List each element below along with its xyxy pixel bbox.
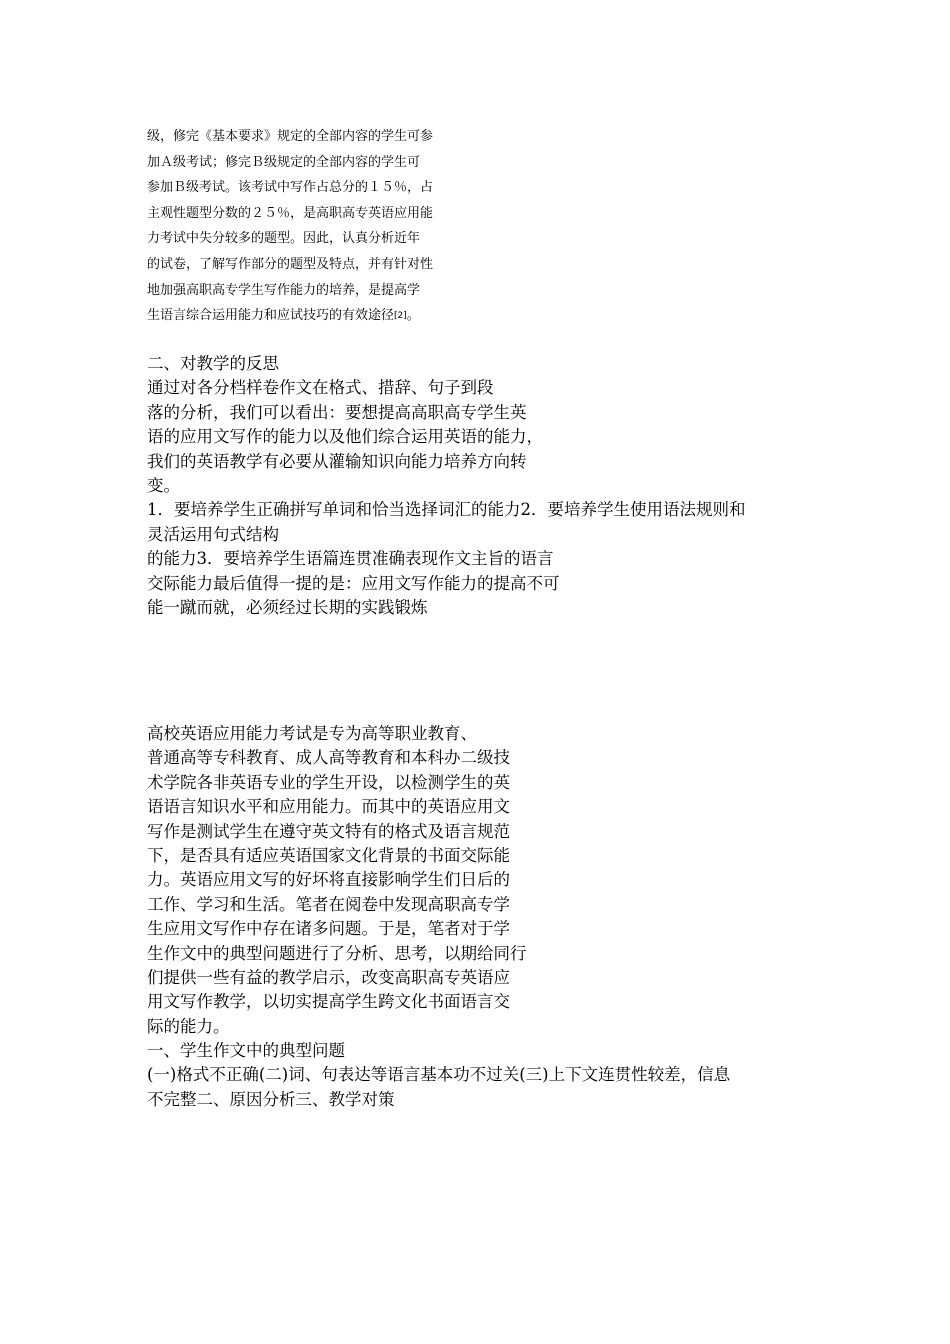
- text-line: 工作、学习和生活。笔者在阅卷中发现高职高专学: [147, 894, 510, 914]
- text-line: 我们的英语教学有必要从灌输知识向能力培养方向转: [147, 451, 527, 471]
- text-line: 的试卷，了解写作部分的题型及特点，并有针对性: [147, 256, 434, 272]
- text-line: 变。: [147, 475, 180, 495]
- text-line: 级，修完《基本要求》规定的全部内容的学生可参: [147, 129, 434, 144]
- text-line: 能一蹴而就，必须经过长期的实践锻炼: [147, 597, 428, 617]
- end-punctuation: 。: [406, 308, 420, 324]
- text-line: 生应用文写作中存在诸多问题。于是，笔者对于学: [147, 919, 510, 939]
- text-line: 力。英语应用文写的好坏将直接影响学生们日后的: [147, 870, 510, 890]
- top-paragraph: [147, 124, 487, 329]
- section-heading: 一、学生作文中的典型问题: [147, 1041, 345, 1061]
- text-line: 通过对各分档样卷作文在格式、措辞、句子到段: [147, 378, 494, 398]
- citation-reference: [2]: [394, 311, 407, 322]
- text-line: 不完整二、原因分析三、教学对策: [147, 1089, 395, 1109]
- text-line: 用文写作教学，以切实提高学生跨文化书面语言交: [147, 992, 510, 1012]
- text-line: 主观性题型分数的２５％，是高职高专英语应用能: [147, 205, 434, 221]
- text-line-with-citation: [147, 303, 487, 329]
- text-line: 力考试中失分较多的题型。因此，认真分析近年: [147, 231, 421, 247]
- text-line: 语语言知识水平和应用能力。而其中的英语应用文: [147, 797, 510, 817]
- text-line: 1．要培养学生正确拼写单词和恰当选择词汇的能力2．要培养学生使用语法规则和: [147, 500, 746, 520]
- text-line: 高校英语应用能力考试是专为高等职业教育、: [147, 724, 477, 743]
- text-line: 参加Ｂ级考试。该考试中写作占总分的１５％，占: [147, 180, 434, 196]
- text-line: 灵活运用句式结构: [147, 524, 279, 544]
- text-line: 生作文中的典型问题进行了分析、思考，以期给同行: [147, 943, 527, 963]
- text-line: 加Ａ级考试；修完Ｂ级规定的全部内容的学生可: [147, 154, 421, 170]
- text-line: 交际能力最后值得一提的是：应用文写作能力的提高不可: [147, 573, 560, 593]
- text-line: 的能力3．要培养学生语篇连贯准确表现作文主旨的语言: [147, 549, 554, 569]
- text-line: 下，是否具有适应英语国家文化背景的书面交际能: [147, 845, 510, 865]
- text-line: 语的应用文写作的能力以及他们综合运用英语的能力，: [147, 427, 543, 447]
- text-line: 落的分析，我们可以看出：要想提高高职高专学生英: [147, 402, 527, 422]
- text-line: 写作是测试学生在遵守英文特有的格式及语言规范: [147, 821, 510, 841]
- text-line: (一)格式不正确(二)词、句表达等语言基本功不过关(三)上下文连贯性较差，信息: [147, 1065, 731, 1085]
- text-line: 生语言综合运用能力和应试技巧的有效途径: [147, 308, 395, 324]
- introduction-section: [147, 722, 847, 1112]
- reflection-section: [147, 352, 847, 620]
- text-line: 际的能力。: [147, 1016, 230, 1036]
- text-line: 术学院各非英语专业的学生开设，以检测学生的英: [147, 772, 510, 792]
- text-line: 地加强高职高专学生写作能力的培养，是提高学: [147, 282, 421, 298]
- section-heading: 二、对教学的反思: [147, 354, 279, 373]
- text-line: 普通高等专科教育、成人高等教育和本科办二级技: [147, 748, 510, 768]
- text-line: 们提供一些有益的教学启示，改变高职高专英语应: [147, 967, 510, 987]
